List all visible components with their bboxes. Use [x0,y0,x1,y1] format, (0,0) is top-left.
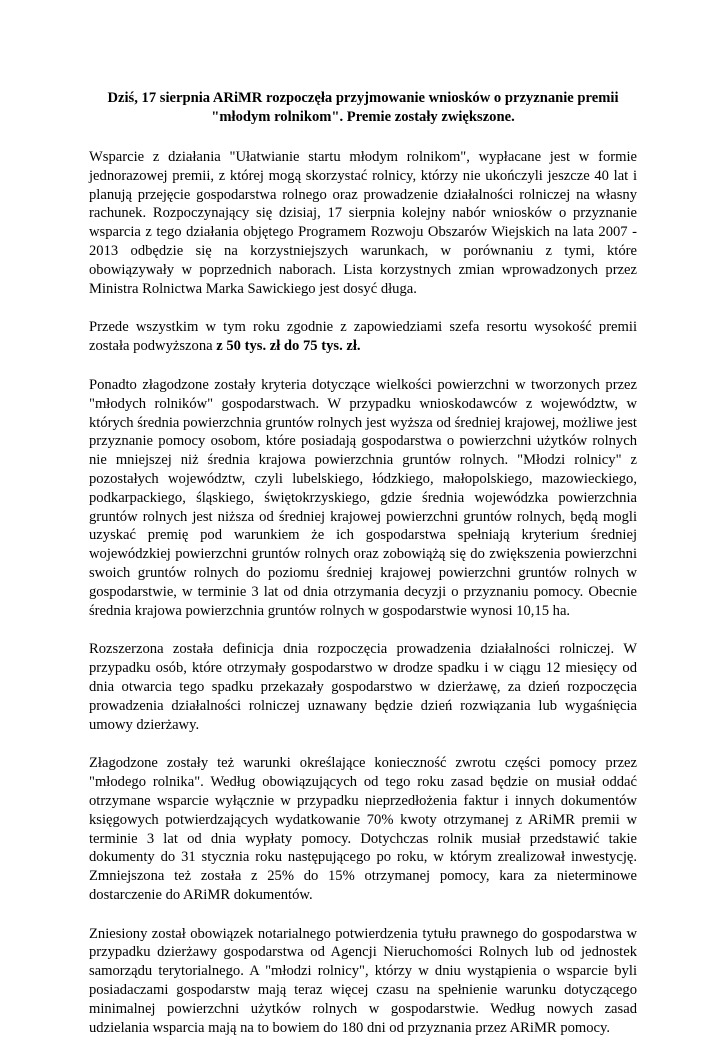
document-page [89,89,637,1037]
paragraph-start-definition: Rozszerzona została definicja dnia rozpoczęcia prowadzenia działalności rolniczej. W przypadku osób, które otrzymały gospodarstwo w drodze spadku i w ciągu 12 miesięcy od dnia otwarcia tego spadku przekazały gospodarstwo w dzierżawę, za dzień rozpoczęcia prowadzenia działalności rolniczej uznawany będzie dzień rozwiązania lub wygaśnięcia umowy dzierżawy. [89,641,637,733]
paragraph-intro: Wsparcie z działania "Ułatwianie startu młodym rolnikom", wypłacane jest w formie jednorazowej premii, z której mogą skorzystać rolnicy, którzy nie ukończyli jeszcze 40 lat i planują przejęcie gospodarstwa rolnego oraz prowadzenie działalności rolniczej na własny rachunek. Rozpoczynający się dzisiaj, 17 sierpnia kolejny nabór wniosków o przyznanie wsparcia z tego działania objętego Programem Rozwoju Obszarów Wiejskich na lata 2007 - 2013 odbędzie się na korzystniejszych warunkach, w porównaniu z tymi, które obowiązywały w poprzednich naborach. Lista korzystnych zmian wprowadzonych przez Ministra Rolnictwa Marka Sawickiego jest dosyć długa. [89,149,637,297]
paragraph-notarial-requirement: Zniesiony został obowiązek notarialnego potwierdzenia tytułu prawnego do gospodarstwa w przypadku dzierżawy gospodarstwa od Agencji Nieruchomości Rolnych lub od jednostek samorządu terytorialnego. A "młodzi rolnicy", którzy w dniu wystąpienia o wsparcie byli posiadaczami gospodarstw mają teraz więcej czasu na spełnienie warunku dotyczącego minimalnej powierzchni użytków rolnych w gospodarstwie. Według nowych zasad udzielania wsparcia mają na to bowiem do 180 dni od przyznania przez ARiMR pomocy. [89,925,637,1036]
document-title: Dziś, 17 sierpnia ARiMR rozpoczęła przyjmowanie wniosków o przyznanie premii "młodym rolnikom". Premie zostały zwiększone. [107,90,619,125]
paragraph-premium-increase [89,318,637,356]
premium-amount-bold: z 50 tys. zł do 75 tys. zł. [216,338,361,355]
paragraph-area-criteria: Ponadto złagodzone zostały kryteria dotyczące wielkości powierzchni w tworzonych przez "młodych rolników" gospodarstwach. W przypadku wnioskodawców z województw, w których średnia powierzchnia gruntów rolnych jest wyższa od średniej krajowej, możliwe jest przyznanie pomocy osobom, które posiadają gospodarstwa o powierzchni użytków rolnych nie mniejszej niż średnia krajowa powierzchnia gruntów rolnych. "Młodzi rolnicy" z pozostałych województw, czyli lubelskiego, łódzkiego, małopolskiego, mazowieckiego, podkarpackiego, śląskiego, świętokrzyskiego, gdzie średnia wojewódzka powierzchnia gruntów rolnych jest niższa od średniej krajowej powierzchni gruntów rolnych, będą mogli uzyskać premię pod warunkiem że ich gospodarstwa spełniają kryterium średniej wojewódzkiej powierzchni gruntów rolnych oraz zobowiążą się do zwiększenia powierzchni swoich gruntów rolnych do poziomu średniej krajowej powierzchni gruntów rolnych w gospodarstwie, w terminie 3 lat od dnia otrzymania decyzji o przyznaniu pomocy. Obecnie średnia krajowa powierzchnia gruntów rolnych w gospodarstwie wynosi 10,15 ha. [89,376,637,619]
paragraph-premium-text: Przede wszystkim w tym roku zgodnie z zapowiedziami szefa resortu wysokość premii została podwyższona [89,319,637,355]
paragraph-repayment-conditions: Złagodzone zostały też warunki określające konieczność zwrotu części pomocy przez "młodego rolnika". Według obowiązujących od tego roku zasad będzie on musiał oddać otrzymane wsparcie wyłącznie w przypadku nieprzedłożenia faktur i innych dokumentów księgowych potwierdzających wydatkowanie 70% kwoty otrzymanej z ARiMR premii w terminie 3 lat od dnia wypłaty pomocy. Dotychczas rolnik musiał przedstawić takie dokumenty do 31 stycznia roku następującego po roku, w którym zrealizował inwestycję. Zmniejszona też została z 25% do 15% otrzymanej pomocy, kara za nieterminowe dostarczenie do ARiMR dokumentów. [89,755,637,903]
